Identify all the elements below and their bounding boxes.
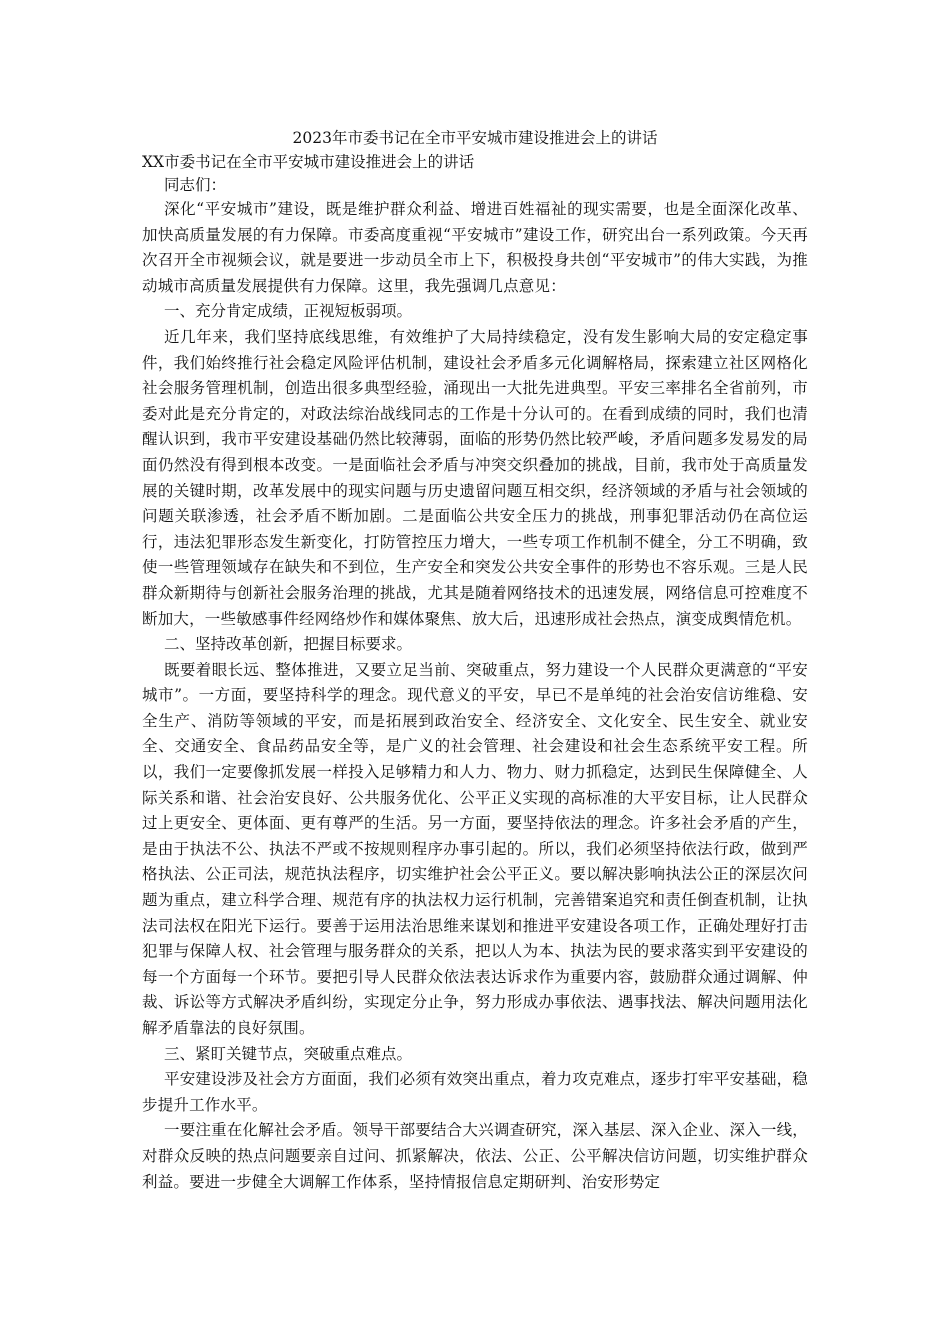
section-3-point-1-paragraph: 一要注重在化解社会矛盾。领导干部要结合大兴调查研究，深入基层、深入企业、深入一线，对群众反映的热点问题要亲自过问、抓紧解决，依法、公正、公平解决信访问题，切实维护群众利益。要进一步健全大调解工作体系，坚持情报信息定期研判、治安形势定 (142, 1121, 808, 1191)
intro-paragraph: 深化“平安城市”建设，既是维护群众利益、增进百姓福祉的现实需要，也是全面深化改革、加快高质量发展的有力保障。市委高度重视“平安城市”建设工作，研究出台一系列政策。今天再次召开全市视频会议，就是要进一步动员全市上下，积极投身共创“平安城市”的伟大实践，为推动城市高质量发展提供有力保障。这里，我先强调几点意见： (142, 200, 808, 295)
section-2-paragraph: 既要着眼长远、整体推进，又要立足当前、突破重点，努力建设一个人民群众更满意的“平安城市”。一方面，要坚持科学的理念。现代意义的平安，早已不是单纯的社会治安信访维稳、安全生产、消防等领域的平安，而是拓展到政治安全、经济安全、文化安全、民生安全、就业安全、交通安全、食品药品安全等，是广义的社会管理、社会建设和社会生态系统平安工程。所以，我们一定要像抓发展一样投入足够精力和人力、物力、财力抓稳定，达到民生保障健全、人际关系和谐、社会治安良好、公共服务优化、公平正义实现的高标准的大平安目标，让人民群众过上更安全、更体面、更有尊严的生活。另一方面，要坚持依法的理念。许多社会矛盾的产生，是由于执法不公、执法不严或不按规则程序办事引起的。所以，我们必须坚持依法行政，做到严格执法、公正司法，规范执法程序，切实维护社会公平正义。要以解决影响执法公正的深层次问题为重点，建立科学合理、规范有序的执法权力运行机制，完善错案追究和责任倒查机制，让执法司法权在阳光下运行。要善于运用法治思维来谋划和推进平安建设各项工作，正确处理好打击犯罪与保障人权、社会管理与服务群众的关系，把以人为本、执法为民的要求落实到平安建设的每一个方面每一个环节。要把引导人民群众依法表达诉求作为重要内容，鼓励群众通过调解、仲裁、诉讼等方式解决矛盾纠纷，实现定分止争，努力形成办事依法、遇事找法、解决问题用法化解矛盾靠法的良好氛围。 (142, 660, 808, 1037)
section-3-paragraph: 平安建设涉及社会方方面面，我们必须有效突出重点，着力攻克难点，逐步打牢平安基础，稳步提升工作水平。 (142, 1070, 808, 1114)
salutation: 同志们： (164, 176, 227, 194)
section-heading-1: 一、充分肯定成绩，正视短板弱项。 (164, 302, 413, 321)
section-1-paragraph: 近几年来，我们坚持底线思维，有效维护了大局持续稳定，没有发生影响大局的安定稳定事件，我们始终推行社会稳定风险评估机制，建设社会矛盾多元化调解格局，探索建立社区网格化社会服务管理机制，创造出很多典型经验，涌现出一大批先进典型。平安三率排名全省前列，市委对此是充分肯定的，对政法综治战线同志的工作是十分认可的。在看到成绩的同时，我们也清醒认识到，我市平安建设基础仍然比较薄弱，面临的形势仍然比较严峻，矛盾问题多发易发的局面仍然没有得到根本改变。一是面临社会矛盾与冲突交织叠加的挑战，目前，我市处于高质量发展的关键时期，改革发展中的现实问题与历史遗留问题互相交织，经济领域的矛盾与社会领域的问题关联渗透，社会矛盾不断加剧。二是面临公共安全压力的挑战，刑事犯罪活动仍在高位运行，违法犯罪形态发生新变化，打防管控压力增大，一些专项工作机制不健全，分工不明确，致使一些管理领域存在缺失和不到位，生产安全和突发公共安全事件的形势也不容乐观。三是人民群众新期待与创新社会服务治理的挑战，尤其是随着网络技术的迅速发展，网络信息可控难度不断加大，一些敏感事件经网络炒作和媒体聚焦、放大后，迅速形成社会热点，演变成舆情危机。 (142, 327, 808, 628)
section-heading-2: 二、坚持改革创新，把握目标要求。 (164, 635, 413, 654)
document-title: 2023年市委书记在全市平安城市建设推进会上的讲话 (292, 129, 658, 147)
document-subtitle: XX市委书记在全市平安城市建设推进会上的讲话 (142, 153, 475, 171)
section-heading-3: 三、紧盯关键节点，突破重点难点。 (164, 1044, 413, 1063)
document-page (142, 127, 808, 1195)
